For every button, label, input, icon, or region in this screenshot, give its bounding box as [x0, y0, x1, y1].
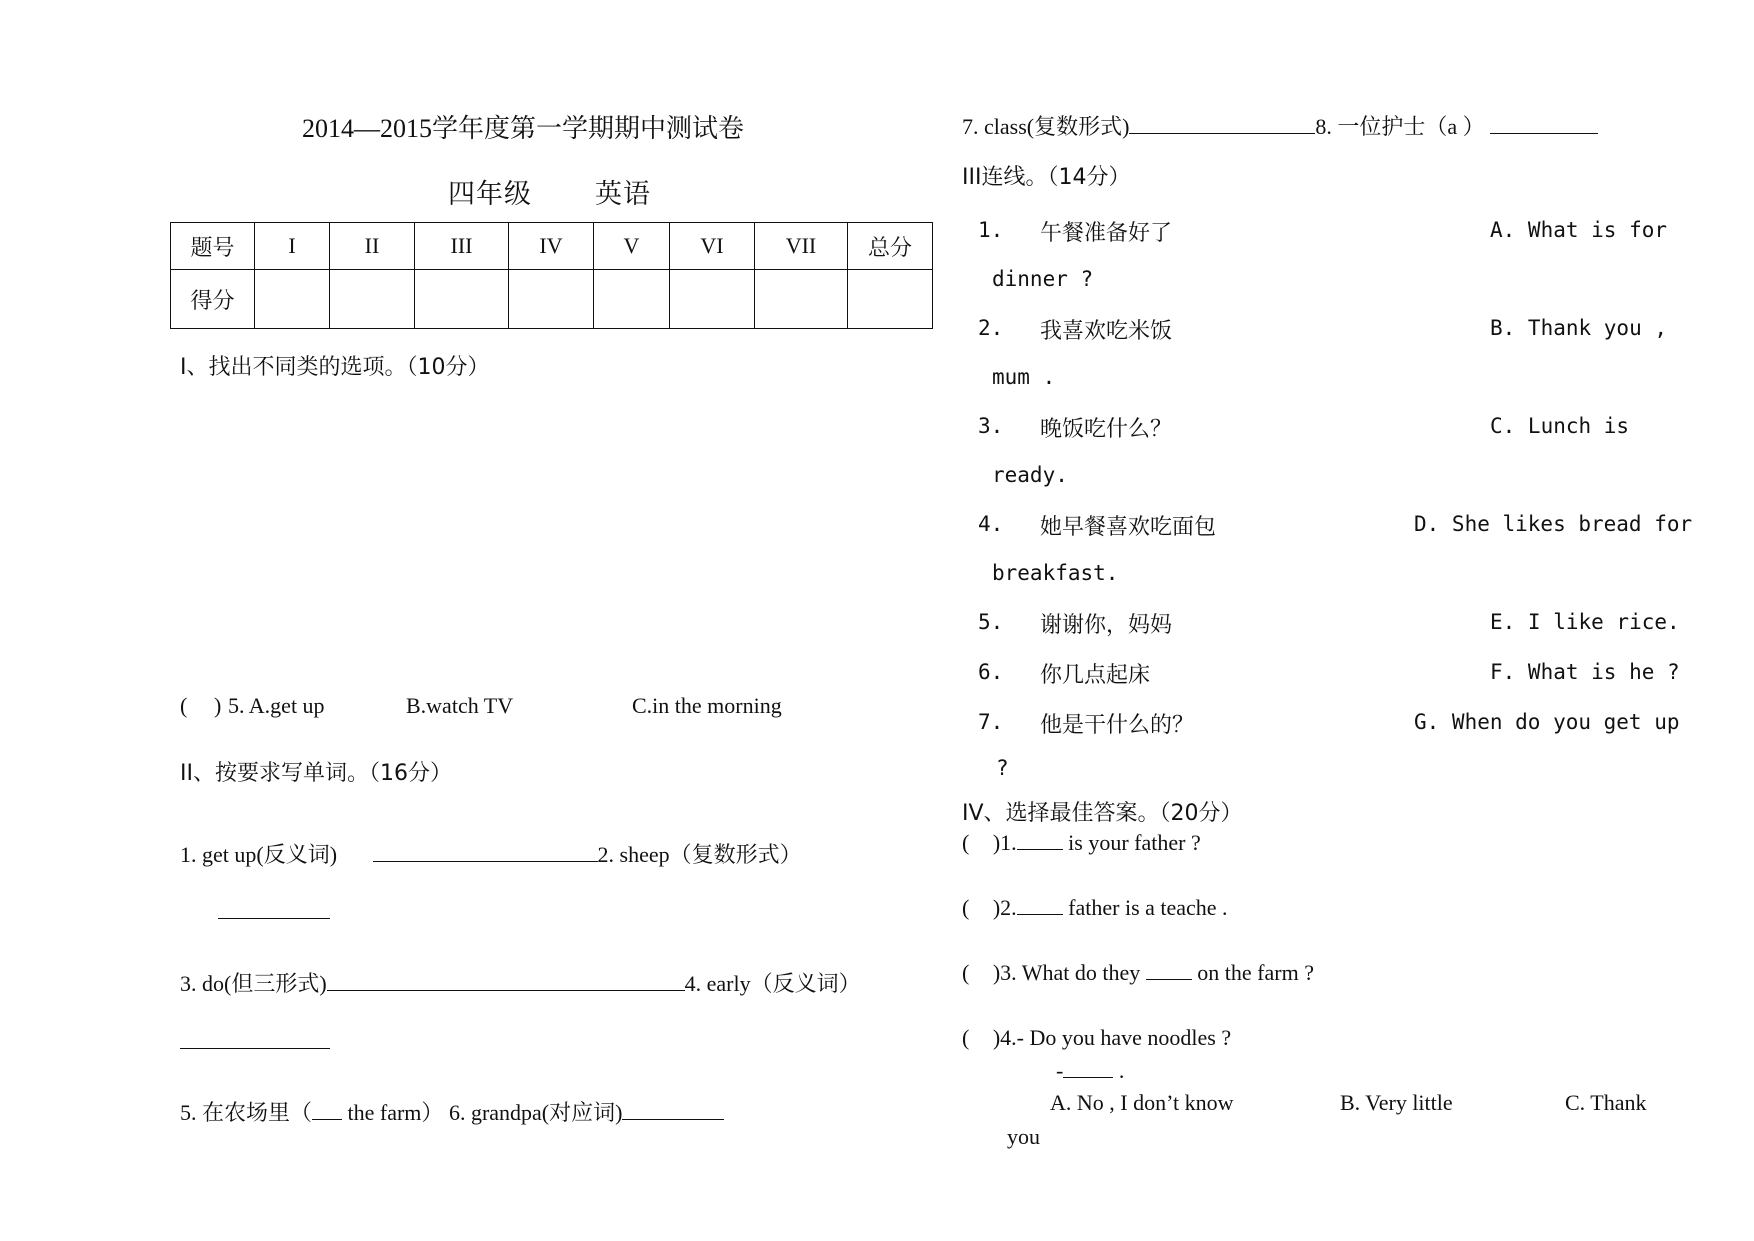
s1-q5-option-b: B.watch TV	[406, 693, 514, 718]
s2-q4-blank[interactable]	[180, 1030, 330, 1049]
s4-q1-blank[interactable]	[1017, 831, 1063, 850]
match-left-num: 3.	[978, 414, 1004, 438]
section2-heading: II、按要求写单词。（16分）	[180, 761, 452, 786]
s2-q2-blank[interactable]	[218, 900, 330, 919]
match-left-num: 2.	[978, 316, 1004, 340]
subject-label: 英语	[595, 179, 651, 210]
s4-q4-text: )4.- Do you have noodles ?	[992, 1025, 1232, 1050]
s2-q5-text: 5. 在农场里（	[180, 1100, 313, 1125]
s2-q1	[180, 838, 802, 869]
s4-q4-option-c-cont: you	[1007, 1124, 1040, 1149]
match-right-item-cont: ready.	[992, 463, 1068, 487]
s4-q2-text: father is a teache .	[1068, 895, 1228, 920]
score-header-cell: IV	[509, 223, 594, 270]
s2-q8-blank[interactable]	[1490, 115, 1598, 134]
match-right-item-cont: mum .	[992, 365, 1056, 389]
match-left-item[interactable]: 我喜欢吃米饭	[1040, 319, 1173, 344]
match-left-num: 4.	[978, 512, 1004, 536]
score-row-label: 得分	[171, 270, 255, 329]
match-left-item[interactable]: 你几点起床	[1040, 663, 1151, 688]
match-right-item[interactable]: G. When do you get up	[1414, 710, 1680, 734]
s2-q5-text-b: the farm）	[347, 1100, 444, 1125]
s4-q2-num: )2.	[992, 895, 1017, 920]
s2-q5-blank[interactable]	[312, 1101, 342, 1120]
s4-q4-option-c: C. Thank	[1565, 1090, 1647, 1115]
score-cell[interactable]	[848, 270, 933, 329]
match-right-item-cont: breakfast.	[992, 561, 1119, 585]
s4-q1-text: is your father ?	[1068, 830, 1201, 855]
s1-q5-option-c: C.in the morning	[632, 693, 782, 718]
s2-q4-text: 4. early（反义词）	[684, 971, 861, 996]
s1-q5-close: )	[214, 693, 222, 718]
s2-q6-blank[interactable]	[622, 1101, 724, 1120]
match-left-item[interactable]: 谢谢你，妈妈	[1040, 613, 1173, 638]
section1-heading: I、找出不同类的选项。（10分）	[180, 355, 490, 380]
s4-q3-text-a: )3. What do they	[992, 960, 1141, 985]
s2-q7-text: 7. class(复数形式)	[962, 114, 1130, 139]
s2-q3-blank[interactable]	[327, 972, 685, 991]
match-right-item[interactable]: F. What is he ?	[1490, 660, 1680, 684]
s4-q4-dash: -	[1056, 1058, 1064, 1083]
section3-heading: III连线。（14分）	[962, 165, 1131, 190]
match-left-num: 1.	[978, 218, 1004, 242]
score-header-cell: 总分	[848, 223, 933, 270]
exam-title: 2014—2015学年度第一学期期中测试卷	[302, 114, 745, 143]
s4-q4-blank[interactable]	[1063, 1059, 1113, 1078]
s2-q1-text: 1. get up(反义词)	[180, 842, 338, 867]
s4-q1-num: )1.	[992, 830, 1017, 855]
s1-q5-paren: (	[180, 693, 188, 718]
score-table	[170, 222, 933, 329]
match-right-item[interactable]: D. She likes bread for	[1414, 512, 1693, 536]
match-right-item[interactable]: C. Lunch is	[1490, 414, 1630, 438]
score-cell[interactable]	[755, 270, 848, 329]
s2-q6-text: 6. grandpa(对应词)	[448, 1100, 623, 1125]
s4-q1-paren: (	[962, 830, 970, 855]
section4-heading: IV、选择最佳答案。（20分）	[962, 801, 1243, 826]
s2-q8-text: 8. 一位护士（a ）	[1315, 114, 1485, 139]
s2-q7-blank[interactable]	[1129, 115, 1315, 134]
s4-q3-blank[interactable]	[1146, 961, 1192, 980]
score-header-cell: V	[594, 223, 670, 270]
score-header-cell: III	[415, 223, 509, 270]
s2-q7-q8	[962, 110, 1598, 141]
score-cell[interactable]	[255, 270, 330, 329]
match-right-item-cont: dinner ?	[992, 267, 1094, 291]
s2-q5-q6	[180, 1096, 724, 1127]
match-left-num: 7.	[978, 710, 1004, 734]
s4-q2-paren: (	[962, 895, 970, 920]
score-cell[interactable]	[330, 270, 415, 329]
s4-q2-blank[interactable]	[1017, 896, 1063, 915]
score-cell[interactable]	[509, 270, 594, 329]
s2-q2-text: 2. sheep（复数形式）	[597, 842, 802, 867]
match-left-num: 6.	[978, 660, 1004, 684]
score-header-cell: I	[255, 223, 330, 270]
grade-label: 四年级	[448, 179, 532, 210]
s2-q3	[180, 967, 861, 998]
match-left-item[interactable]: 晚饭吃什么？	[1040, 417, 1173, 442]
s4-q4-dot: .	[1118, 1058, 1125, 1083]
match-right-item[interactable]: B. Thank you ,	[1490, 316, 1668, 340]
match-left-item[interactable]: 她早餐喜欢吃面包	[1040, 515, 1217, 540]
score-cell[interactable]	[594, 270, 670, 329]
s4-q3	[962, 960, 1314, 986]
s2-q3-text: 3. do(但三形式)	[180, 971, 327, 996]
score-cell[interactable]	[415, 270, 509, 329]
s4-q4-option-b: B. Very little	[1340, 1090, 1453, 1115]
score-header-cell: VI	[670, 223, 755, 270]
score-cell[interactable]	[670, 270, 755, 329]
score-header-cell: VII	[755, 223, 848, 270]
s2-q1-blank[interactable]	[373, 843, 598, 862]
s4-q3-text-b: on the farm ?	[1197, 960, 1314, 985]
s4-q4	[962, 1025, 1231, 1051]
s4-q4-option-a: A. No , I don’t know	[1050, 1090, 1234, 1115]
s4-q4-answer-line	[1056, 1058, 1124, 1084]
match-left-item[interactable]: 他是干什么的？	[1040, 713, 1195, 738]
match-left-item[interactable]: 午餐准备好了	[1040, 221, 1173, 246]
match-left-num: 5.	[978, 610, 1004, 634]
match-right-item[interactable]: E. I like rice.	[1490, 610, 1680, 634]
s4-q1	[962, 830, 1201, 856]
s4-q2	[962, 895, 1228, 921]
s4-q3-paren: (	[962, 960, 970, 985]
match-right-item-cont: ?	[996, 756, 1009, 780]
s4-q4-paren: (	[962, 1025, 970, 1050]
score-header-cell: II	[330, 223, 415, 270]
match-right-item[interactable]: A. What is for	[1490, 218, 1668, 242]
s1-q5-option-a: 5. A.get up	[228, 693, 325, 718]
score-header-cell: 题号	[171, 223, 255, 270]
